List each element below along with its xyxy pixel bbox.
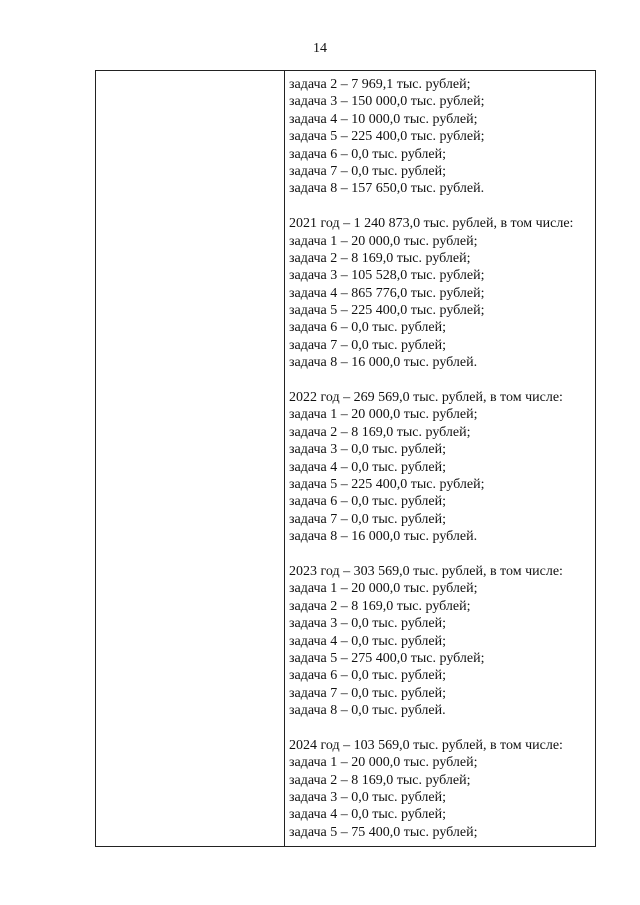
page-number: 14 (313, 41, 327, 56)
task-line: задача 2 – 7 969,1 тыс. рублей; (289, 77, 471, 92)
task-line: задача 8 – 157 650,0 тыс. рублей. (289, 181, 485, 197)
task-line: задача 3 – 0,0 тыс. рублей; (289, 790, 447, 806)
task-line: задача 8 – 16 000,0 тыс. рублей. (289, 529, 478, 545)
continuation-block (289, 76, 591, 198)
task-line: задача 2 – 8 169,0 тыс. рублей; (289, 424, 471, 440)
paragraph-gap (289, 198, 591, 215)
task-line: задача 6 – 0,0 тыс. рублей; (289, 320, 447, 336)
task-line: задача 7 – 0,0 тыс. рублей; (289, 685, 447, 701)
task-line: задача 3 – 150 000,0 тыс. рублей; (289, 94, 485, 110)
task-line: задача 7 – 0,0 тыс. рублей; (289, 337, 447, 353)
task-line: задача 8 – 16 000,0 тыс. рублей. (289, 355, 478, 371)
year-block-2022 (289, 389, 591, 546)
task-line: задача 5 – 225 400,0 тыс. рублей; (289, 129, 485, 145)
year-heading: 2023 год – 303 569,0 тыс. рублей, в том числе: (289, 563, 563, 579)
funding-table (95, 70, 596, 847)
task-line: задача 5 – 225 400,0 тыс. рублей; (289, 303, 485, 319)
task-line: задача 7 – 0,0 тыс. рублей; (289, 163, 447, 179)
task-line: задача 4 – 10 000,0 тыс. рублей; (289, 111, 478, 127)
task-line: задача 5 – 75 400,0 тыс. рублей; (289, 824, 478, 840)
year-block-2024 (289, 737, 591, 841)
task-line: задача 4 – 865 776,0 тыс. рублей; (289, 285, 485, 301)
task-line: задача 4 – 0,0 тыс. рублей; (289, 807, 447, 823)
column-divider (284, 71, 285, 846)
task-line: задача 5 – 225 400,0 тыс. рублей; (289, 476, 485, 492)
year-heading: 2024 год – 103 569,0 тыс. рублей, в том числе: (289, 737, 563, 753)
task-line: задача 6 – 0,0 тыс. рублей; (289, 146, 447, 162)
task-line: задача 1 – 20 000,0 тыс. рублей; (289, 407, 478, 423)
task-line: задача 2 – 8 169,0 тыс. рублей; (289, 598, 471, 614)
year-block-2021 (289, 215, 591, 372)
right-cell (289, 76, 591, 841)
paragraph-gap (289, 546, 591, 563)
year-block-2023 (289, 563, 591, 720)
task-line: задача 8 – 0,0 тыс. рублей. (289, 703, 446, 719)
task-line: задача 4 – 0,0 тыс. рублей; (289, 633, 447, 649)
year-heading: 2021 год – 1 240 873,0 тыс. рублей, в том числе: (289, 216, 574, 232)
task-line: задача 1 – 20 000,0 тыс. рублей; (289, 233, 478, 249)
task-line: задача 3 – 0,0 тыс. рублей; (289, 616, 447, 632)
task-line: задача 6 – 0,0 тыс. рублей; (289, 494, 447, 510)
task-line: задача 7 – 0,0 тыс. рублей; (289, 511, 447, 527)
task-line: задача 3 – 105 528,0 тыс. рублей; (289, 268, 485, 284)
task-line: задача 5 – 275 400,0 тыс. рублей; (289, 650, 485, 666)
task-line: задача 4 – 0,0 тыс. рублей; (289, 459, 447, 475)
paragraph-gap (289, 719, 591, 736)
task-line: задача 2 – 8 169,0 тыс. рублей; (289, 772, 471, 788)
task-line: задача 1 – 20 000,0 тыс. рублей; (289, 755, 478, 771)
task-line: задача 1 – 20 000,0 тыс. рублей; (289, 581, 478, 597)
task-line: задача 6 – 0,0 тыс. рублей; (289, 668, 447, 684)
task-line: задача 3 – 0,0 тыс. рублей; (289, 442, 447, 458)
task-line: задача 2 – 8 169,0 тыс. рублей; (289, 250, 471, 266)
year-heading: 2022 год – 269 569,0 тыс. рублей, в том числе: (289, 390, 563, 406)
paragraph-gap (289, 372, 591, 389)
